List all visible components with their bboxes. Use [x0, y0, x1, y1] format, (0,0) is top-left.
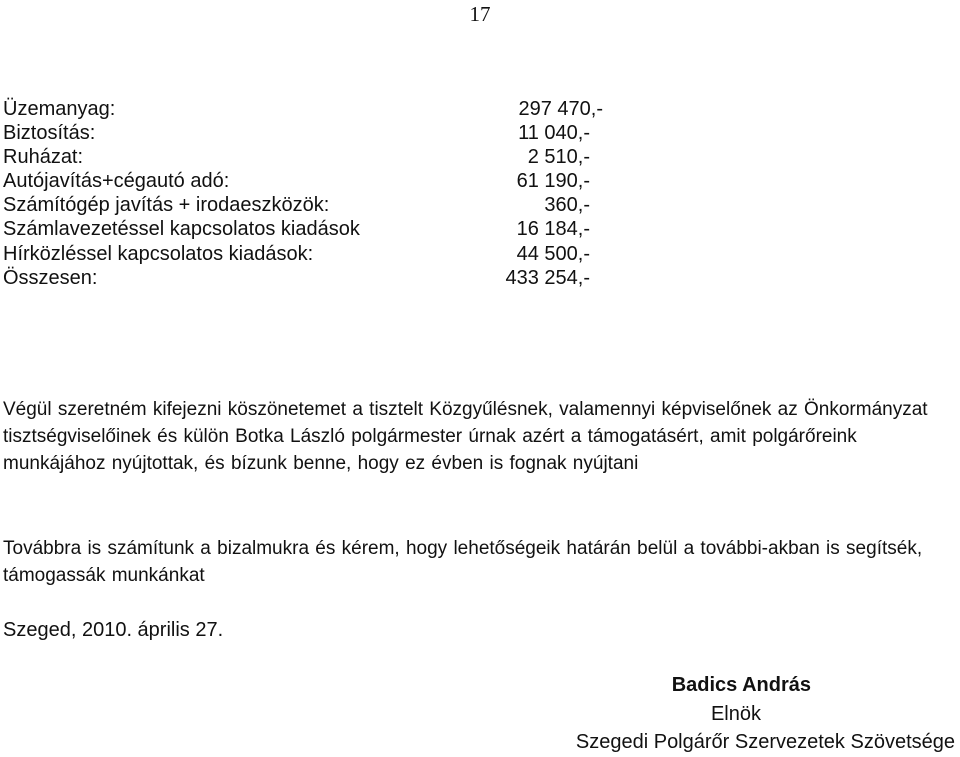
page-number: 17	[469, 2, 491, 26]
expense-total-value: 433 254,-	[505, 266, 590, 289]
expense-row	[3, 97, 603, 121]
expense-value: 297 470,-	[518, 98, 603, 120]
expense-label: Számlavezetéssel kapcsolatos kiadások	[3, 218, 360, 241]
expense-label: Hírközléssel kapcsolatos kiadások:	[3, 242, 314, 265]
expense-value: 360,-	[544, 194, 590, 217]
thanks-paragraph: Végül szeretném kifejezni köszönetemet a tisztelt Közgyűlésnek, valamennyi képviselőnek az Önkormányzat tisztségviselőinek és külön Botka László polgármester úrnak azért a támogatásért, amit polgárőreink munkájához nyújtottak, és bízunk benne, hogy ez évben is fognak nyújtani	[3, 399, 928, 474]
signatory-title: Elnök	[710, 702, 761, 725]
expense-row	[3, 169, 603, 193]
expense-row	[3, 193, 603, 217]
expense-row	[3, 217, 603, 241]
expense-label: Biztosítás:	[3, 122, 96, 145]
expense-label: Üzemanyag:	[3, 98, 116, 120]
expense-label: Számítógép javítás + irodaeszközök:	[3, 194, 330, 217]
expense-row	[3, 121, 603, 145]
expense-value: 44 500,-	[516, 242, 590, 265]
signature-block	[455, 671, 955, 757]
signatory-name: Badics András	[671, 674, 811, 696]
expense-row	[3, 145, 603, 169]
signatory-organization: Szegedi Polgárőr Szervezetek Szövetsége	[575, 731, 955, 753]
request-paragraph: Továbbra is számítunk a bizalmukra és kérem, hogy lehetőségeik határán belül a további-akban is segítsék, támogassák munkánkat	[3, 538, 923, 586]
expense-label: Autójavítás+cégautó adó:	[3, 170, 230, 193]
expense-row	[3, 242, 603, 266]
place-and-date: Szeged, 2010. április 27.	[3, 619, 224, 641]
expense-value: 11 040,-	[518, 122, 590, 145]
expense-value: 61 190,-	[516, 170, 590, 193]
expense-label: Ruházat:	[3, 146, 84, 169]
expense-list	[3, 97, 603, 290]
expense-total-label: Összesen:	[3, 266, 98, 289]
expense-value: 2 510,-	[527, 146, 590, 169]
expense-value: 16 184,-	[516, 218, 590, 241]
expense-total-row	[3, 266, 603, 290]
